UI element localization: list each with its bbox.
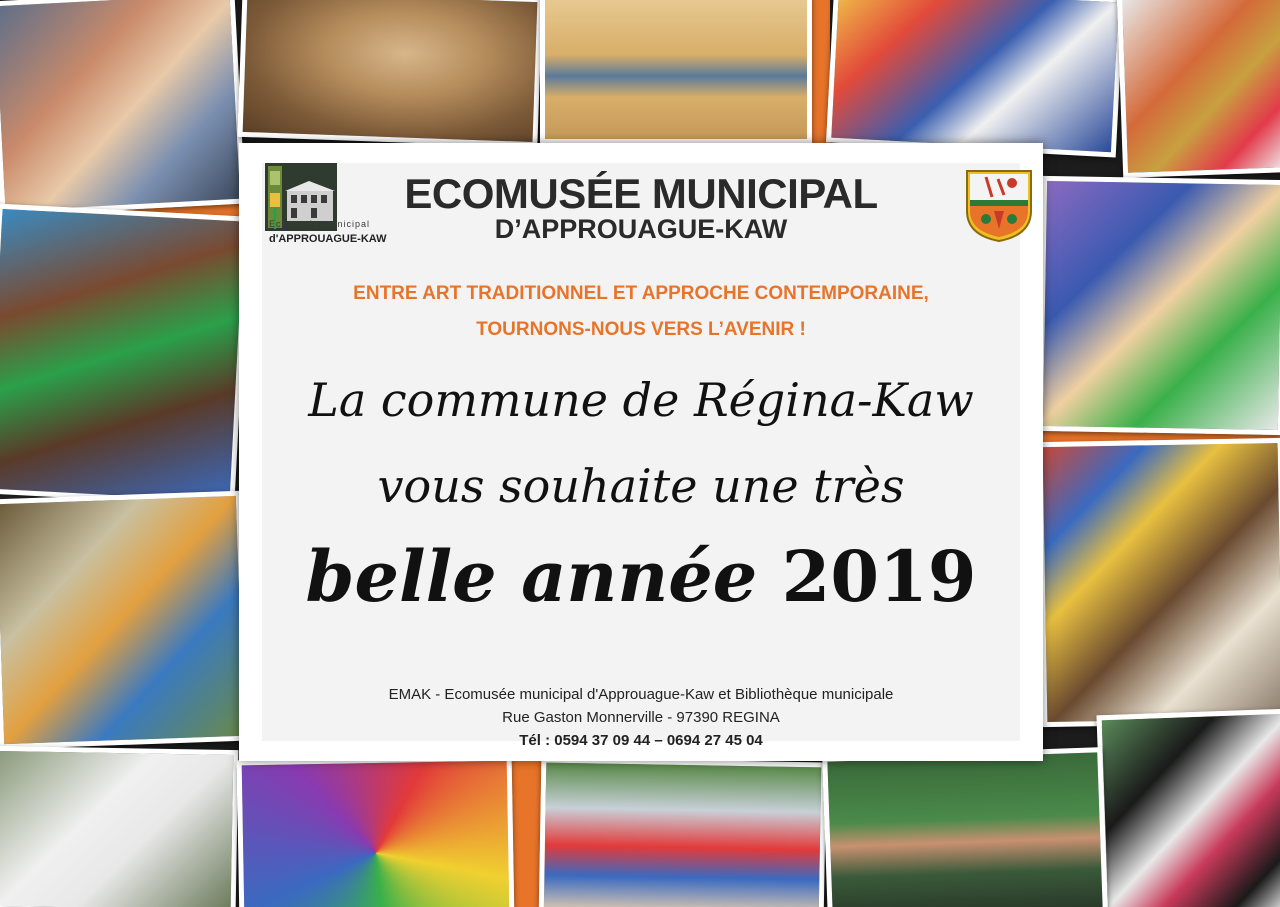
tagline-line-1: ENTRE ART TRADITIONNEL ET APPROCHE CONTEMPORAINE, — [353, 283, 929, 304]
museum-title: ECOMUSÉE MUNICIPAL — [404, 170, 878, 217]
photo-amerindian-women — [539, 758, 827, 907]
photo-carved-wooden-stool — [237, 0, 542, 147]
greeting-line-2: vous souhaite une très — [377, 459, 905, 513]
logo-name: d'APPROUAGUE-KAW — [269, 233, 387, 245]
photo-hands-weaving — [0, 204, 249, 507]
photo-choir-singers — [0, 746, 238, 907]
photo-colonial-building — [540, 0, 812, 144]
card-content-area — [262, 163, 1020, 749]
photo-traditional-dress — [1117, 0, 1280, 178]
photo-museum-exhibit — [1038, 438, 1280, 727]
photo-craft-market — [0, 491, 249, 750]
photo-hmong-dancers — [1096, 709, 1280, 907]
photo-children-workshop — [0, 0, 245, 216]
photo-carnival-masks — [826, 0, 1124, 157]
footer-organization: EMAK - Ecomusée municipal d'Approuague-Kaw et Bibliothèque municipale — [388, 686, 894, 703]
museum-subtitle: D’APPROUAGUE-KAW — [494, 214, 788, 244]
greeting-card — [239, 143, 1043, 761]
footer-address: Rue Gaston Monnerville - 97390 REGINA — [502, 709, 780, 726]
greeting-year: 2019 — [781, 535, 977, 618]
logo-caption: Ecomusée municipal — [269, 219, 371, 229]
photo-dolls-display — [1038, 176, 1280, 435]
coat-of-arms-icon — [964, 167, 1034, 243]
photo-parachute-game — [237, 756, 515, 907]
tagline-line-2: TOURNONS-NOUS VERS L’AVENIR ! — [476, 319, 806, 340]
footer-phone: Tél : 0594 37 09 44 – 0694 27 45 04 — [519, 732, 763, 749]
greeting-phrase: belle année — [305, 535, 758, 618]
photo-river-canoe — [822, 747, 1108, 907]
greeting-line-3 — [262, 535, 1020, 618]
greeting-line-1: La commune de Régina-Kaw — [308, 373, 974, 427]
